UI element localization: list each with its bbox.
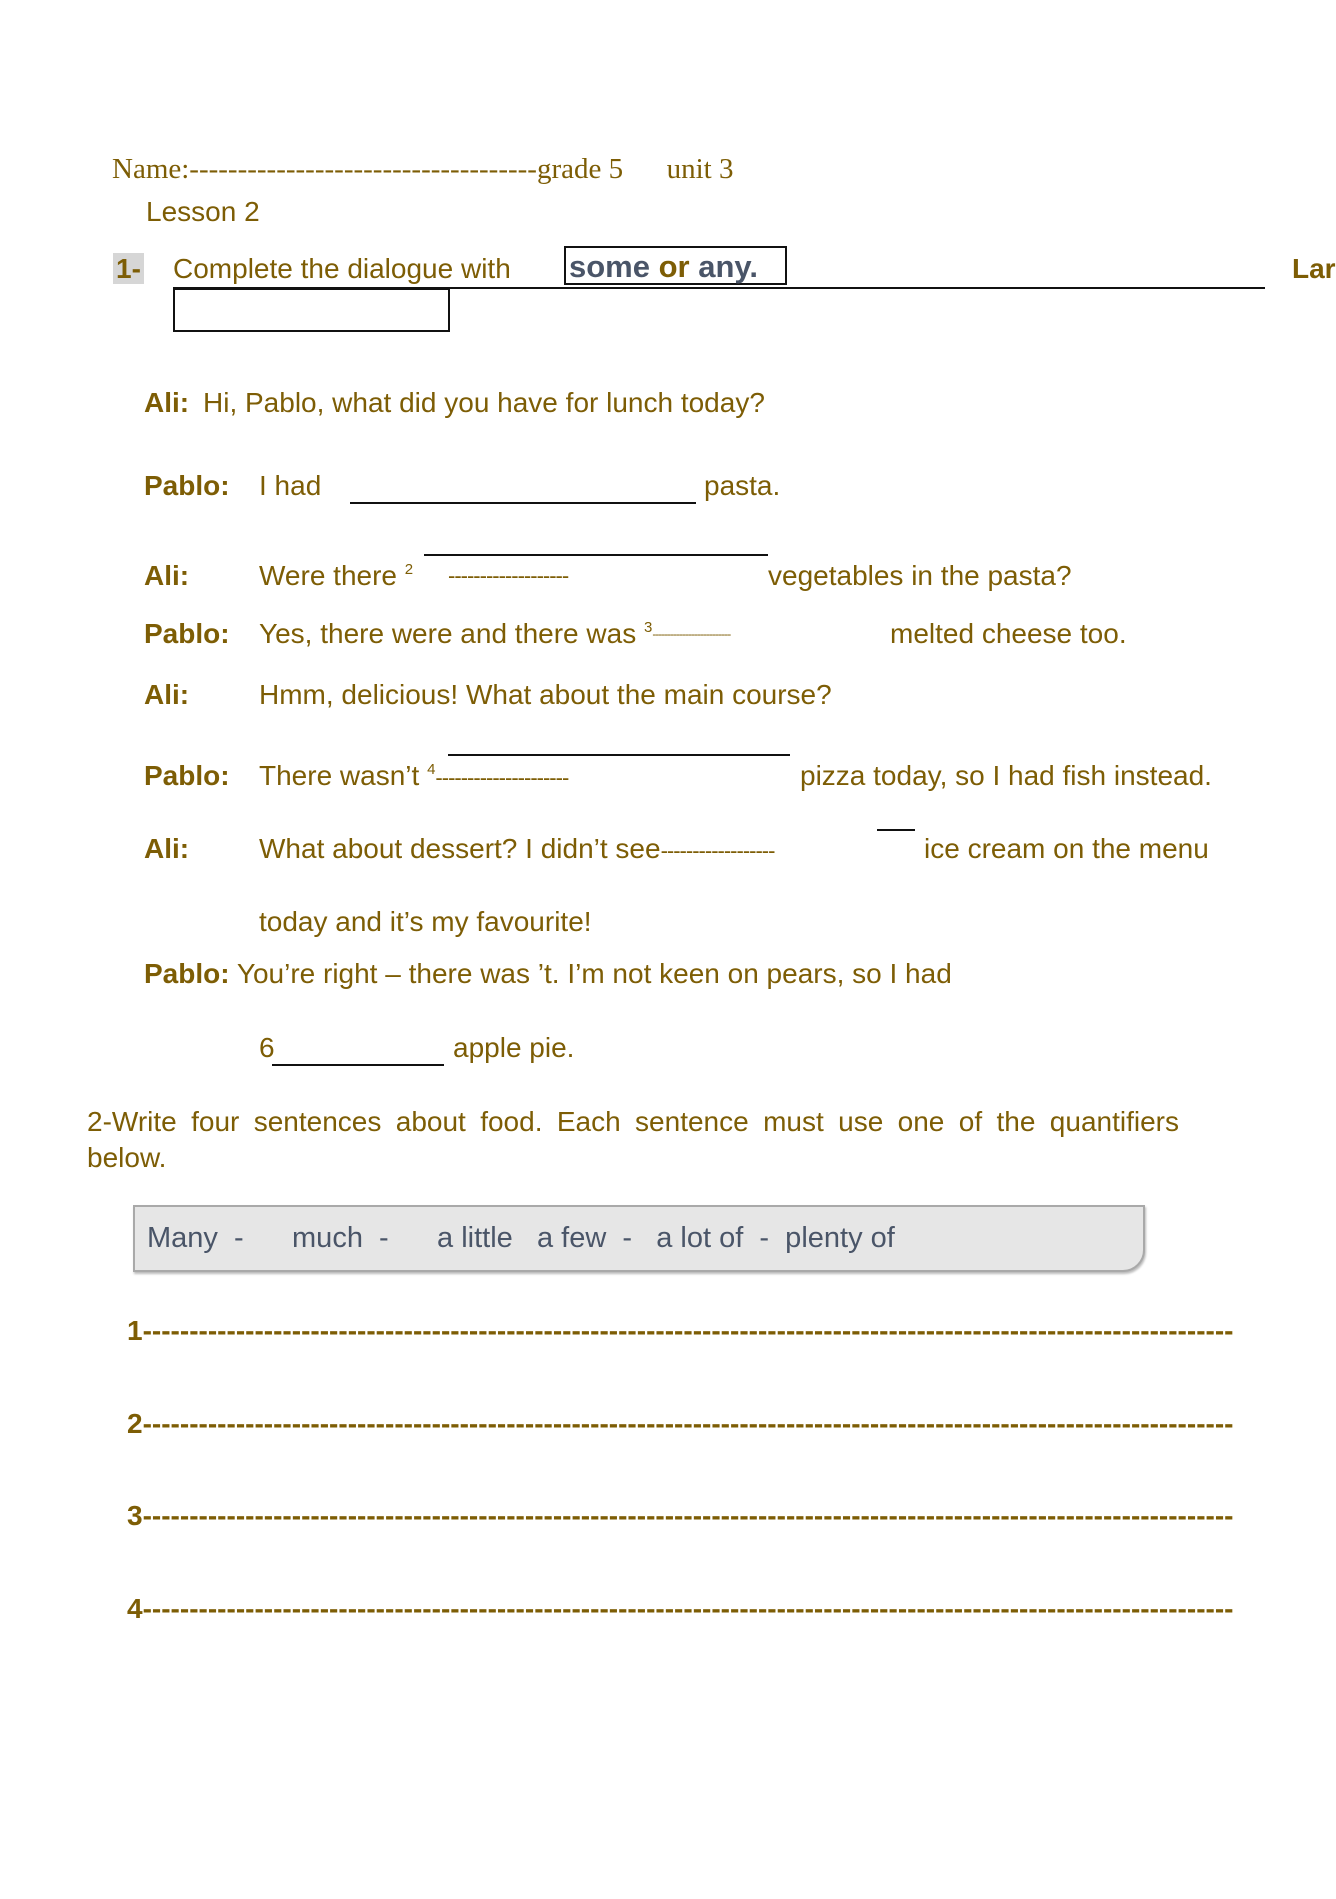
dialogue-line: I had — [259, 470, 322, 501]
dialogue-line: vegetables in the pasta? — [768, 560, 1072, 591]
writing-line-1[interactable]: 1--------------------------------------------------------------------------------------------------------------------- — [127, 1315, 1234, 1346]
speaker: Ali: — [144, 560, 190, 591]
answer-blank-6[interactable] — [272, 1064, 444, 1066]
quantifier-box: Many - much - a little a few - a lot of - plenty of — [133, 1205, 1145, 1272]
dialogue-line: today and it’s my favourite! — [259, 906, 592, 937]
answer-number: 6 — [259, 1032, 275, 1063]
answer-line — [877, 829, 915, 831]
dialogue-line: There wasn’t $^4$--------------------- — [259, 760, 569, 791]
speaker: Ali: — [144, 679, 190, 710]
writing-line-4[interactable]: 4--------------------------------------------------------------------------------------------------------------------- — [127, 1593, 1234, 1624]
dialogue-line: Yes, there were and there was $^{3--------------------------}$ — [259, 618, 731, 649]
speaker: Ali: — [144, 387, 190, 418]
speaker: Pablo: — [144, 470, 230, 501]
exercise-number: 1- — [113, 252, 144, 286]
answer-blank-3[interactable]: -------------------------- — [652, 627, 731, 641]
exercise-instruction: Complete the dialogue with — [173, 253, 519, 284]
answer-blank-1[interactable] — [350, 502, 696, 504]
writing-line-2[interactable]: 2--------------------------------------------------------------------------------------------------------------------- — [127, 1408, 1234, 1439]
dialogue-line: Hmm, delicious! What about the main course? — [259, 679, 832, 710]
cut-off-text: Lar — [1292, 253, 1336, 284]
dialogue-line: What about dessert? I didn’t see------------------ — [259, 833, 775, 864]
speaker: Pablo: — [144, 618, 230, 649]
some-or-any-box: some or any. — [564, 246, 787, 285]
speaker: Ali: — [144, 833, 190, 864]
dialogue-line: pizza today, so I had fish instead. — [800, 760, 1212, 791]
dialogue-line: Were there $^2$ — [259, 560, 414, 591]
writing-line-3[interactable]: 3--------------------------------------------------------------------------------------------------------------------- — [127, 1500, 1234, 1531]
speaker: Pablo: — [144, 760, 230, 791]
empty-box — [173, 288, 450, 332]
answer-blank-2[interactable]: ------------------- — [448, 563, 569, 588]
name-field-label: Name:------------------------------------grade 5 unit 3 — [112, 153, 734, 185]
dialogue-line: pasta. — [704, 470, 781, 501]
answer-blank-5[interactable]: ------------------ — [660, 838, 775, 863]
dialogue-line: ice cream on the menu — [924, 833, 1209, 864]
dialogue-line: apple pie. — [453, 1032, 575, 1063]
dialogue-line: Hi, Pablo, what did you have for lunch today? — [203, 387, 765, 418]
answer-blank-4[interactable]: --------------------- — [435, 765, 569, 790]
lesson-title: Lesson 2 — [146, 196, 260, 227]
dialogue-line: Pablo: You’re right – there was ’t. I’m not keen on pears, so I had — [144, 958, 952, 989]
exercise-2-instruction: 2-Write four sentences about food. Each sentence must use one of the quantifiers below. — [87, 1106, 1179, 1173]
answer-line — [424, 554, 768, 556]
answer-line — [448, 754, 790, 756]
dialogue-line: melted cheese too. — [890, 618, 1127, 649]
